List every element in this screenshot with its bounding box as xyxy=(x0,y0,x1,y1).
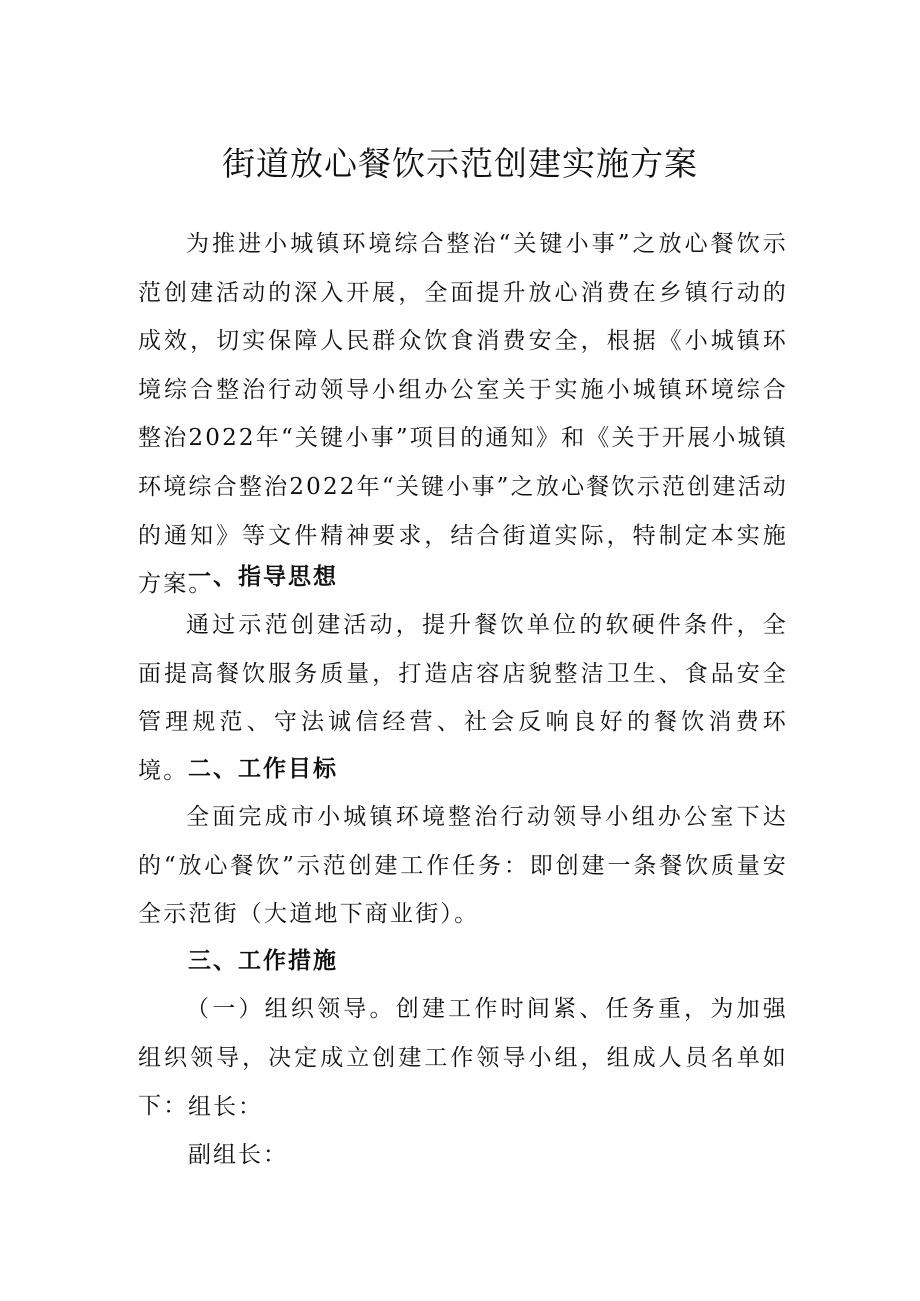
leader-label: 组长： xyxy=(188,1094,263,1120)
deputy-leader-label: 副组长： xyxy=(188,1142,288,1168)
intro-paragraph: 为推进小城镇环境综合整治“关键小事”之放心餐饮示范创建活动的深入开展，全面提升放心消费在乡镇行动的成效，切实保障人民群众饮食消费安全，根据《小城镇环境综合整治行动领导小组办公室关于实施小城镇环境综合整治2022年“关键小事”项目的通知》和《关于开展小城镇环境综合整治2022年“关键小事”之放心餐饮示范创建活动的通知》等文件精神要求，结合街道实际，特制定本实施方案。 xyxy=(138,231,788,598)
section-heading-work-measures: 三、工作措施 xyxy=(188,948,338,974)
section-heading-guiding-ideology: 一、指导思想 xyxy=(188,564,338,590)
document-title: 街道放心餐饮示范创建实施方案 xyxy=(222,144,698,183)
section-heading-work-goals: 二、工作目标 xyxy=(188,756,338,782)
section-body-work-measures: （一）组织领导。创建工作时间紧、任务重，为加强组织领导，决定成立创建工作领导小组，组成人员名单如下： xyxy=(138,996,788,1120)
section-body-guiding-ideology: 通过示范创建活动，提升餐饮单位的软硬件条件，全面提高餐饮服务质量，打造店容店貌整洁卫生、食品安全管理规范、守法诚信经营、社会反响良好的餐饮消费环境。 xyxy=(138,612,788,784)
section-body-work-goals: 全面完成市小城镇环境整治行动领导小组办公室下达的“放心餐饮”示范创建工作任务：即创建一条餐饮质量安全示范街（大道地下商业街）。 xyxy=(138,804,788,928)
